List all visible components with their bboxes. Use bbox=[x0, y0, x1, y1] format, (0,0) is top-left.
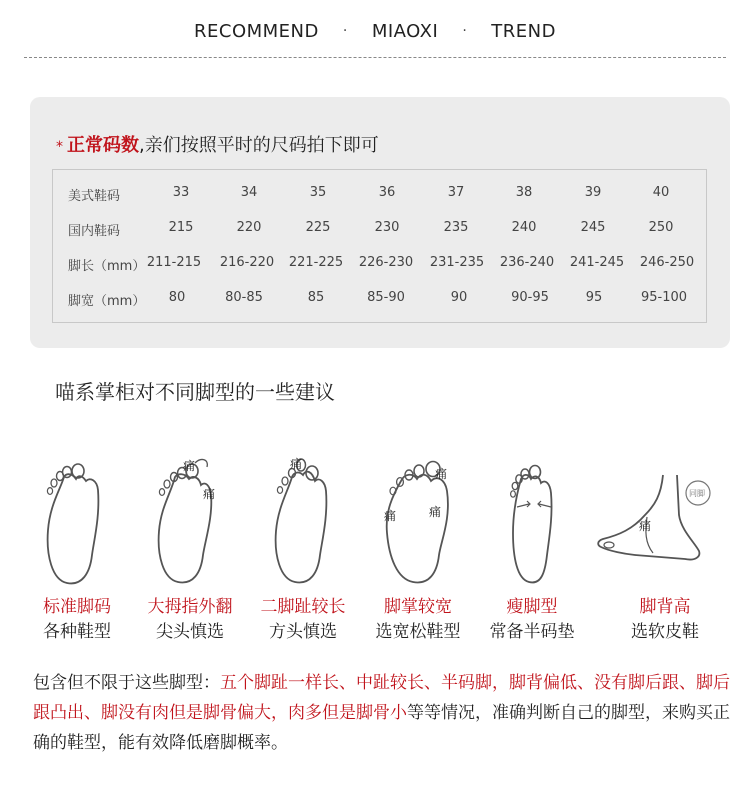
title-rest: ,亲们按照平时的尺码拍下即可 bbox=[139, 135, 379, 156]
foot-advice: 尖头慎选 bbox=[156, 622, 224, 642]
table-cell: 221-225 bbox=[288, 255, 344, 270]
pain-marker: 痛 bbox=[639, 519, 652, 533]
brand-stamp: 同脚 bbox=[689, 489, 705, 498]
table-cell: 36 bbox=[378, 185, 396, 200]
note-rest: 等等情况，准确判断自己的脚型，来购买正确的鞋型，能有效降低磨脚概率。 bbox=[33, 703, 730, 753]
foot-type-label: 标准脚码 bbox=[43, 597, 111, 617]
foot-type-label: 二脚趾较长 bbox=[260, 597, 346, 617]
table-cell: 250 bbox=[648, 220, 674, 235]
foot-outline-icon bbox=[477, 455, 597, 590]
foot-outline-icon bbox=[20, 455, 140, 590]
section-title: 喵系掌柜对不同脚型的一些建议 bbox=[55, 380, 335, 404]
foot-advice: 选软皮鞋 bbox=[631, 622, 699, 642]
asterisk-icon: * bbox=[56, 139, 63, 155]
table-cell: 35 bbox=[309, 185, 327, 200]
header-separator: · bbox=[342, 23, 348, 39]
table-cell: 40 bbox=[652, 185, 670, 200]
table-cell: 95-100 bbox=[640, 290, 688, 305]
table-cell: 33 bbox=[172, 185, 190, 200]
table-cell: 90-95 bbox=[511, 290, 549, 305]
foot-advice: 方头慎选 bbox=[269, 622, 337, 642]
header-miaoxi: MIAOXI bbox=[371, 20, 439, 42]
note-intro: 包含但不限于这些脚型： bbox=[33, 673, 220, 693]
pain-marker: 痛 bbox=[435, 467, 448, 481]
table-cell: 241-245 bbox=[569, 255, 625, 270]
row-label: 脚长（mm） bbox=[68, 259, 146, 274]
pain-marker: 痛 bbox=[203, 487, 216, 501]
foot-outline-icon bbox=[250, 455, 370, 590]
table-cell: 80 bbox=[168, 290, 186, 305]
foot-wide-illustration bbox=[367, 455, 487, 590]
table-cell: 80-85 bbox=[225, 290, 263, 305]
table-cell: 236-240 bbox=[499, 255, 555, 270]
foot-type-label: 脚背高 bbox=[639, 597, 691, 617]
table-row bbox=[53, 255, 706, 275]
table-row bbox=[53, 290, 706, 310]
header-trend: TREND bbox=[491, 20, 556, 42]
pain-marker: 痛 bbox=[384, 509, 397, 523]
table-cell: 38 bbox=[515, 185, 533, 200]
table-cell: 39 bbox=[584, 185, 602, 200]
foot-type-label: 大拇指外翻 bbox=[147, 597, 233, 617]
table-cell: 225 bbox=[305, 220, 331, 235]
header-recommend: RECOMMEND bbox=[194, 20, 319, 42]
foot-outline-icon bbox=[135, 455, 255, 590]
pain-marker: 痛 bbox=[290, 457, 303, 471]
title-highlight: 正常码数 bbox=[67, 135, 139, 156]
foot-type-label: 瘦脚型 bbox=[506, 597, 558, 617]
foot-side-view-icon bbox=[595, 455, 715, 590]
foot-long-second-toe-illustration bbox=[250, 455, 370, 590]
foot-bunion-illustration bbox=[135, 455, 255, 590]
table-cell: 215 bbox=[168, 220, 194, 235]
table-cell: 85 bbox=[307, 290, 325, 305]
row-label: 脚宽（mm） bbox=[68, 294, 146, 309]
table-cell: 230 bbox=[374, 220, 400, 235]
foot-advice: 选宽松鞋型 bbox=[375, 622, 461, 642]
dashed-divider bbox=[24, 57, 726, 58]
table-cell: 37 bbox=[447, 185, 465, 200]
table-cell: 246-250 bbox=[639, 255, 695, 270]
table-cell: 226-230 bbox=[358, 255, 414, 270]
table-cell: 34 bbox=[240, 185, 258, 200]
table-cell: 90 bbox=[450, 290, 468, 305]
size-chart-title bbox=[56, 131, 379, 157]
row-label: 美式鞋码 bbox=[68, 189, 121, 204]
pain-marker: 痛 bbox=[183, 459, 196, 473]
table-cell: 85-90 bbox=[367, 290, 405, 305]
table-cell: 220 bbox=[236, 220, 262, 235]
table-cell: 95 bbox=[585, 290, 603, 305]
foot-type-note bbox=[33, 668, 733, 758]
foot-advice: 常备半码垫 bbox=[489, 622, 575, 642]
table-row bbox=[53, 220, 706, 240]
foot-standard-illustration bbox=[20, 455, 140, 590]
table-cell: 216-220 bbox=[219, 255, 275, 270]
note-highlight: 五个脚趾一样长、中趾较长、半码脚，脚背偏低、没有脚后跟、脚后跟凸出、脚没有肉但是脚骨偏大，肉多但是脚骨小 bbox=[33, 673, 730, 723]
foot-type-label: 脚掌较宽 bbox=[384, 597, 452, 617]
row-label: 国内鞋码 bbox=[68, 224, 121, 239]
pain-marker: 痛 bbox=[429, 505, 442, 519]
brand-header bbox=[0, 18, 750, 44]
size-chart-panel bbox=[30, 97, 730, 348]
header-separator: · bbox=[462, 23, 468, 39]
foot-slim-illustration bbox=[477, 455, 597, 590]
table-cell: 211-215 bbox=[146, 255, 202, 270]
table-cell: 231-235 bbox=[429, 255, 485, 270]
table-row bbox=[53, 185, 706, 205]
table-cell: 245 bbox=[580, 220, 606, 235]
table-cell: 235 bbox=[443, 220, 469, 235]
table-cell: 240 bbox=[511, 220, 537, 235]
size-chart-table bbox=[52, 169, 707, 323]
foot-high-instep-illustration bbox=[595, 455, 715, 590]
foot-advice: 各种鞋型 bbox=[43, 622, 111, 642]
